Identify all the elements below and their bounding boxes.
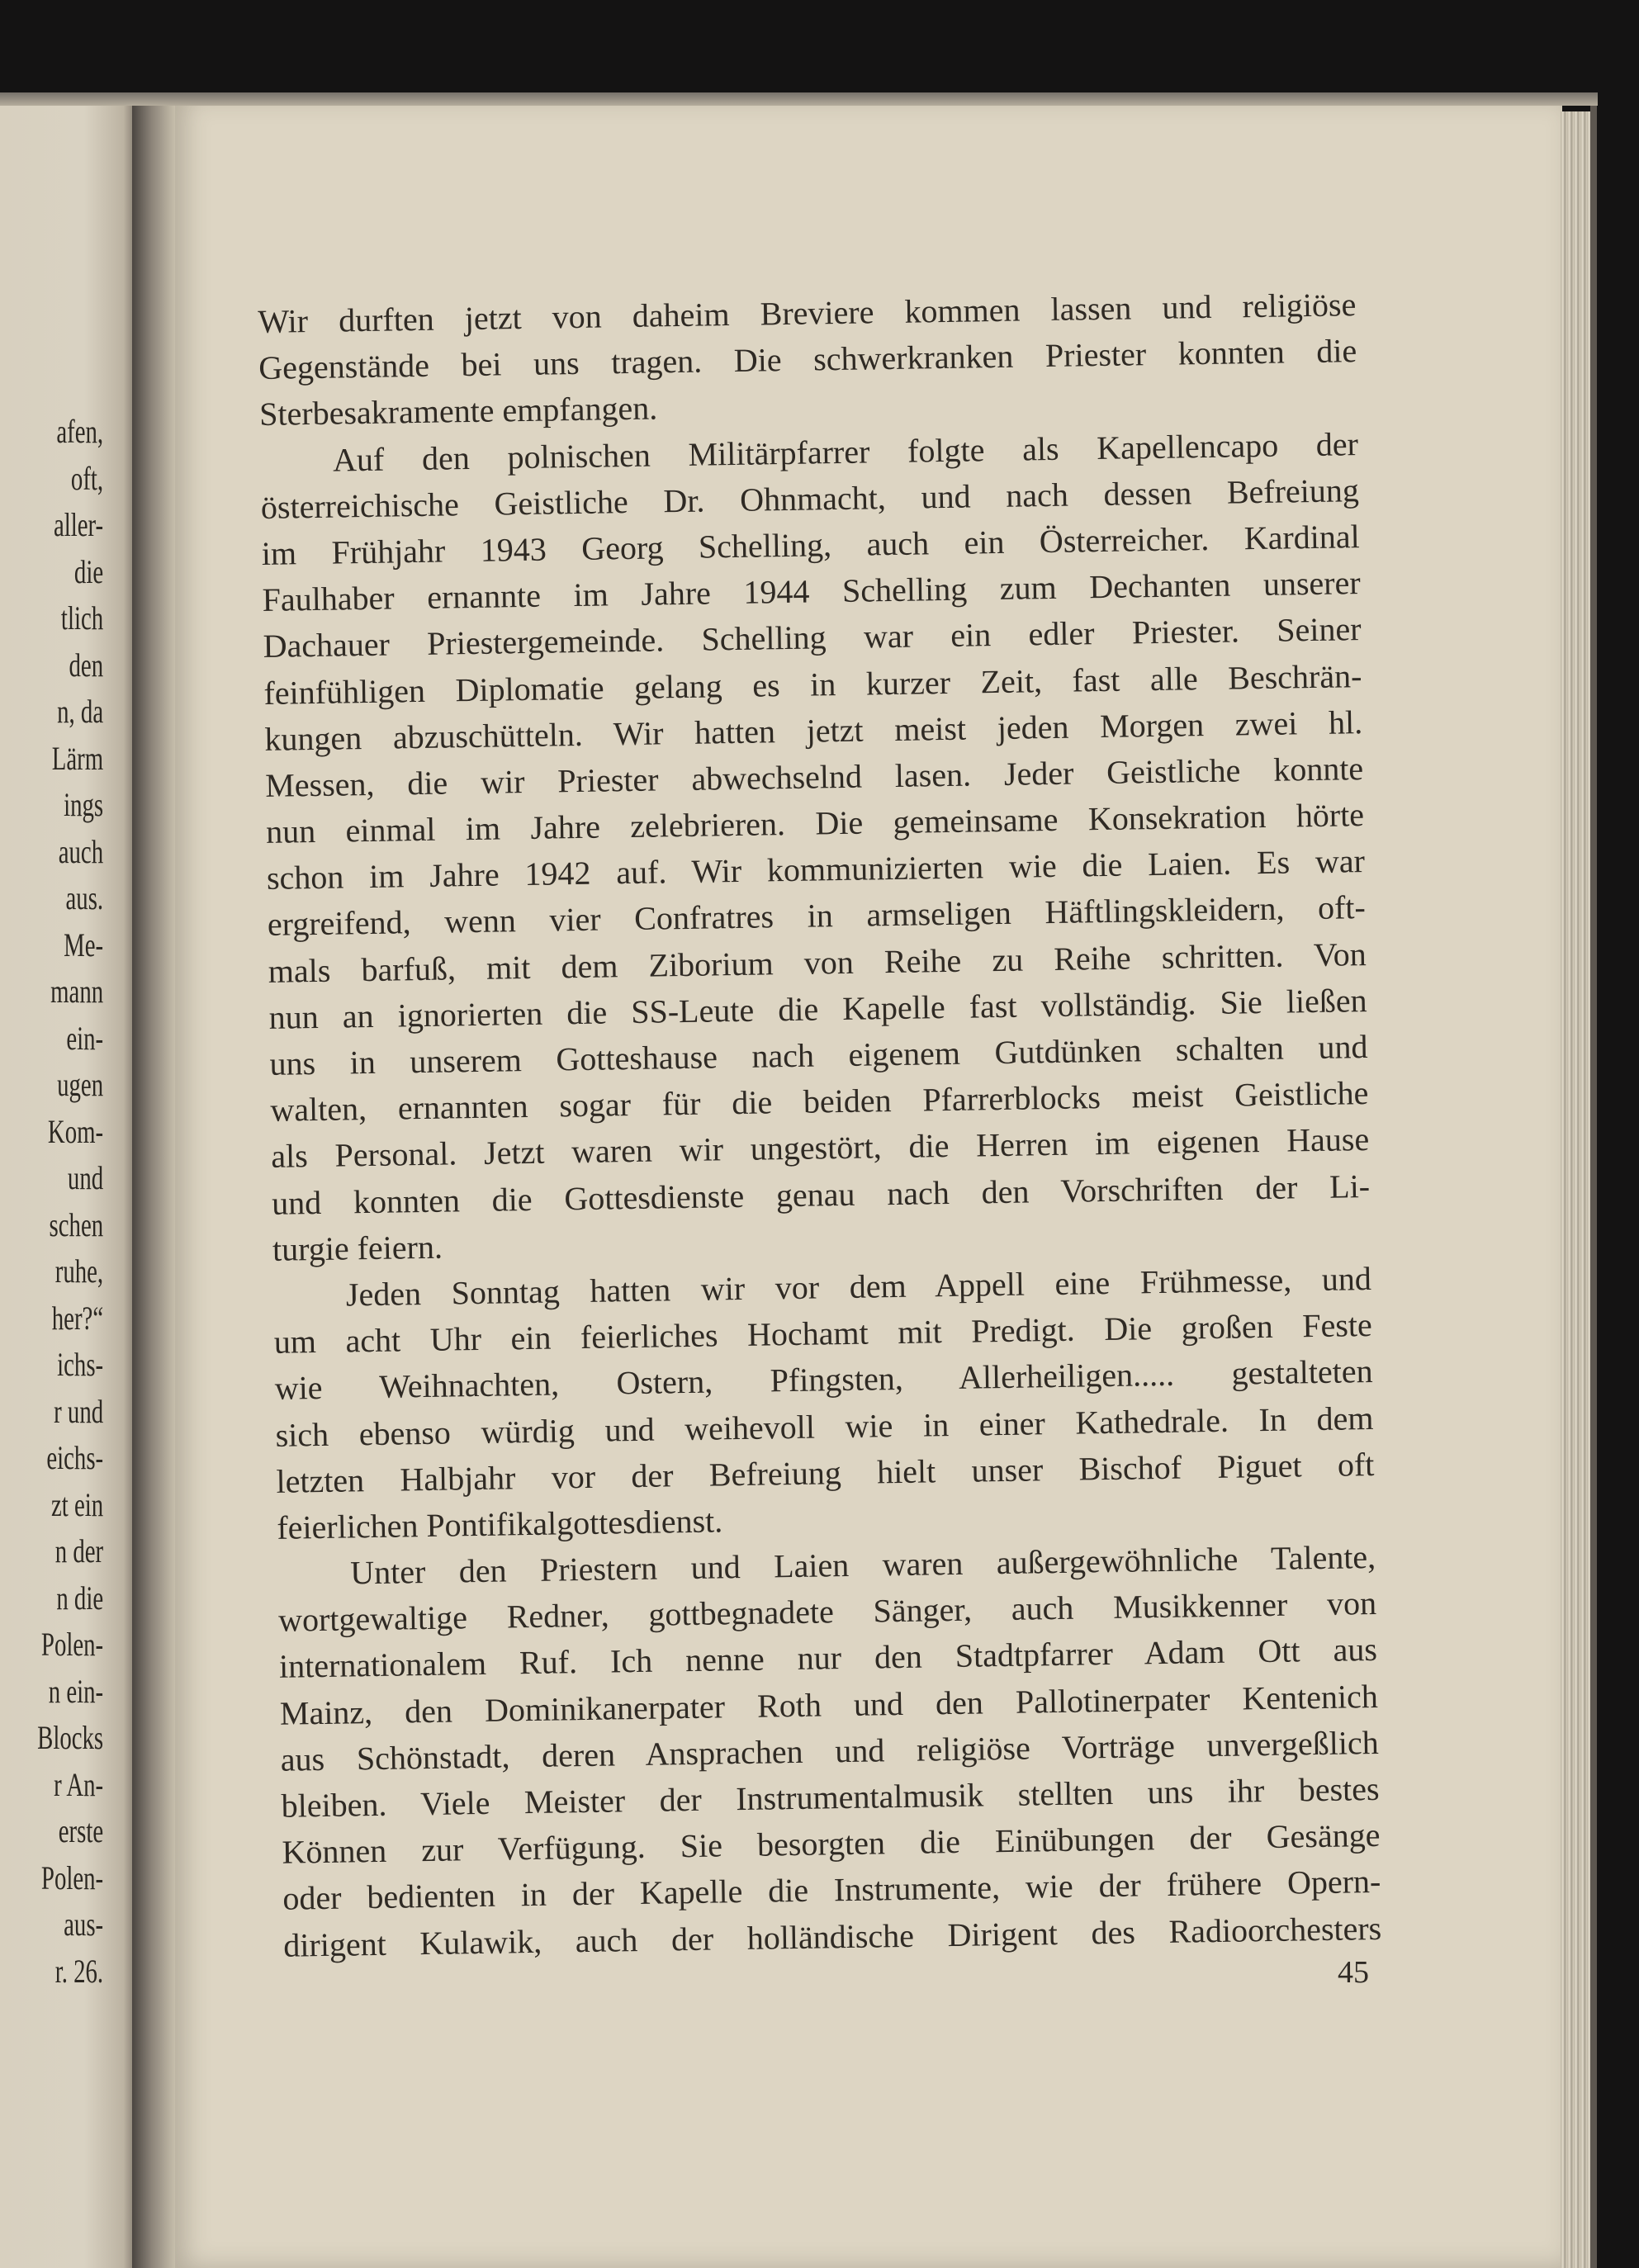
text-line: Jeden Sonntag hatten wir vor dem Appell eine Frühmesse, und <box>345 1259 1372 1314</box>
left-facing-page <box>0 95 140 2268</box>
left-page-fragment: Polen- <box>40 1858 104 1896</box>
text-line: letzten Halbjahr vor der Befreiung hielt unser Bischof Piguet oft <box>276 1445 1375 1500</box>
text-line: als Personal. Jetzt waren wir ungestört, die Herren im eigenen Hause <box>270 1120 1370 1176</box>
left-page-fragment: aus- <box>64 1906 103 1943</box>
left-page-fragment: n die <box>56 1579 103 1617</box>
left-page-fragment: tlich <box>60 599 103 637</box>
cover-edge <box>1590 95 1597 2268</box>
left-page-fragment: mann <box>50 973 103 1010</box>
left-page-fragment: ruhe, <box>54 1252 103 1290</box>
left-page-fragment: n ein- <box>48 1672 103 1710</box>
text-line: nun einmal im Jahre zelebrieren. Die gemeinsame Konsekration hörte <box>265 796 1365 850</box>
text-line: und konnten die Gottesdienste genau nach den Vorschriften der Li- <box>271 1167 1371 1222</box>
page-body-text <box>258 282 1382 1968</box>
text-line: walten, ernannten sogar für die beiden Pfarrerblocks meist Geistliche <box>270 1074 1369 1129</box>
text-line: bleiben. Viele Meister der Instrumentalmusik stellten uns ihr bestes <box>281 1769 1380 1825</box>
left-page-fragment: den <box>69 646 103 684</box>
text-line: uns in unserem Gotteshause nach eigenem Gutdünken schalten und <box>269 1027 1368 1082</box>
left-page-text-fragments <box>12 409 103 1995</box>
page-number: 45 <box>1338 1955 1369 1990</box>
left-page-fragment: r und <box>54 1392 103 1430</box>
left-page-fragment: r An- <box>54 1765 103 1803</box>
left-page-fragment: Lärm <box>51 739 103 777</box>
text-line: schon im Jahre 1942 auf. Wir kommunizierten wie die Laien. Es war <box>266 842 1366 897</box>
text-line: Auf den polnischen Militärpfarrer folgte als Kapellencapo der <box>332 424 1359 479</box>
page-stack-edge <box>1561 111 1592 2268</box>
top-cover-edge <box>0 92 1598 106</box>
left-page-fragment: auch <box>58 832 103 870</box>
text-line: turgie feiern. <box>272 1228 443 1268</box>
left-page-fragment: r. 26. <box>54 1952 103 1990</box>
text-line: dirigent Kulawik, auch der holländische Dirigent des Radioorchesters <box>282 1909 1382 1964</box>
text-line: internationalem Ruf. Ich nenne nur den Stadtpfarrer Adam Ott aus <box>278 1631 1378 1686</box>
text-line: oder bedienten in der Kapelle die Instrumente, wie der frühere Opern- <box>282 1863 1381 1918</box>
text-line: feinfühligen Diplomatie gelang es in kurzer Zeit, fast alle Beschrän- <box>263 656 1362 712</box>
left-page-fragment: aus. <box>65 879 103 916</box>
text-line: Mainz, den Dominikanerpater Roth und den Pallotinerpater Kentenich <box>279 1677 1379 1732</box>
left-page-fragment: aller- <box>53 506 103 543</box>
text-line: nun an ignorierten die SS-Leute die Kapelle fast vollständig. Sie ließen <box>268 981 1367 1036</box>
text-line: sich ebenso würdig und weihevoll wie in einer Kathedrale. In dem <box>275 1399 1374 1454</box>
left-page-fragment: oft, <box>70 459 103 497</box>
text-line: kungen abzuschütteln. Wir hatten jetzt meist jeden Morgen zwei hl. <box>264 703 1363 758</box>
text-line: österreichische Geistliche Dr. Ohnmacht, und nach dessen Befreiung <box>260 471 1360 526</box>
left-page-fragment: schen <box>49 1205 103 1243</box>
left-page-fragment: ings <box>63 786 103 823</box>
text-line: Unter den Priestern und Laien waren außergewöhnliche Talente, <box>349 1537 1376 1592</box>
left-page-fragment: erste <box>58 1812 103 1849</box>
left-page-fragment: ein- <box>66 1019 103 1057</box>
text-line: aus Schönstadt, deren Ansprachen und religiöse Vorträge unvergeßlich <box>280 1723 1379 1778</box>
text-line: Messen, die wir Priester abwechselnd lasen. Jeder Geistliche konnte <box>264 749 1364 804</box>
text-line: wie Weihnachten, Ostern, Pfingsten, Allerheiligen..... gestalteten <box>274 1352 1373 1408</box>
text-line: Wir durften jetzt von daheim Breviere kommen lassen und religiöse <box>258 286 1357 340</box>
left-page-fragment: die <box>73 552 103 590</box>
text-line: im Frühjahr 1943 Georg Schelling, auch ein Österreicher. Kardinal <box>261 518 1361 572</box>
text-line: Gegenstände bei uns tragen. Die schwerkranken Priester konnten die <box>258 332 1357 387</box>
left-page-fragment: Polen- <box>40 1626 104 1663</box>
text-line: wortgewaltige Redner, gottbegnadete Sänger, auch Musikkenner von <box>277 1584 1377 1640</box>
text-line: Sterbesakramente empfangen. <box>258 389 658 433</box>
left-page-fragment: Me- <box>64 926 103 964</box>
text-line: Können zur Verfügung. Sie besorgten die Einübungen der Gesänge <box>282 1816 1381 1871</box>
left-page-fragment: afen, <box>56 413 103 450</box>
text-line: Faulhaber ernannte im Jahre 1944 Schelling zum Dechanten unserer <box>262 564 1361 619</box>
left-page-fragment: ugen <box>57 1066 103 1103</box>
text-line: mals barfuß, mit dem Ziborium von Reihe zu Reihe schritten. Von <box>268 935 1367 990</box>
book-gutter <box>132 97 182 2268</box>
left-page-fragment: und <box>67 1159 103 1196</box>
left-page-fragment: Kom- <box>47 1112 103 1150</box>
left-page-fragment: Blocks <box>36 1719 103 1756</box>
left-page-fragment: n der <box>54 1532 103 1570</box>
left-page-fragment: n, da <box>57 693 103 730</box>
text-line: ergreifend, wenn vier Confratres in armseligen Häftlingskleidern, oft- <box>267 888 1367 944</box>
left-page-fragment: her?“ <box>51 1299 103 1337</box>
left-page-fragment: ichs- <box>57 1346 103 1383</box>
left-page-fragment: eichs- <box>46 1439 104 1476</box>
text-line: Dachauer Priestergemeinde. Schelling war ein edler Priester. Seiner <box>263 610 1362 665</box>
left-page-fragment: zt ein <box>50 1485 103 1523</box>
text-line: feierlichen Pontifikalgottesdienst. <box>277 1502 723 1546</box>
text-line: um acht Uhr ein feierliches Hochamt mit Predigt. Die großen Feste <box>273 1306 1373 1361</box>
